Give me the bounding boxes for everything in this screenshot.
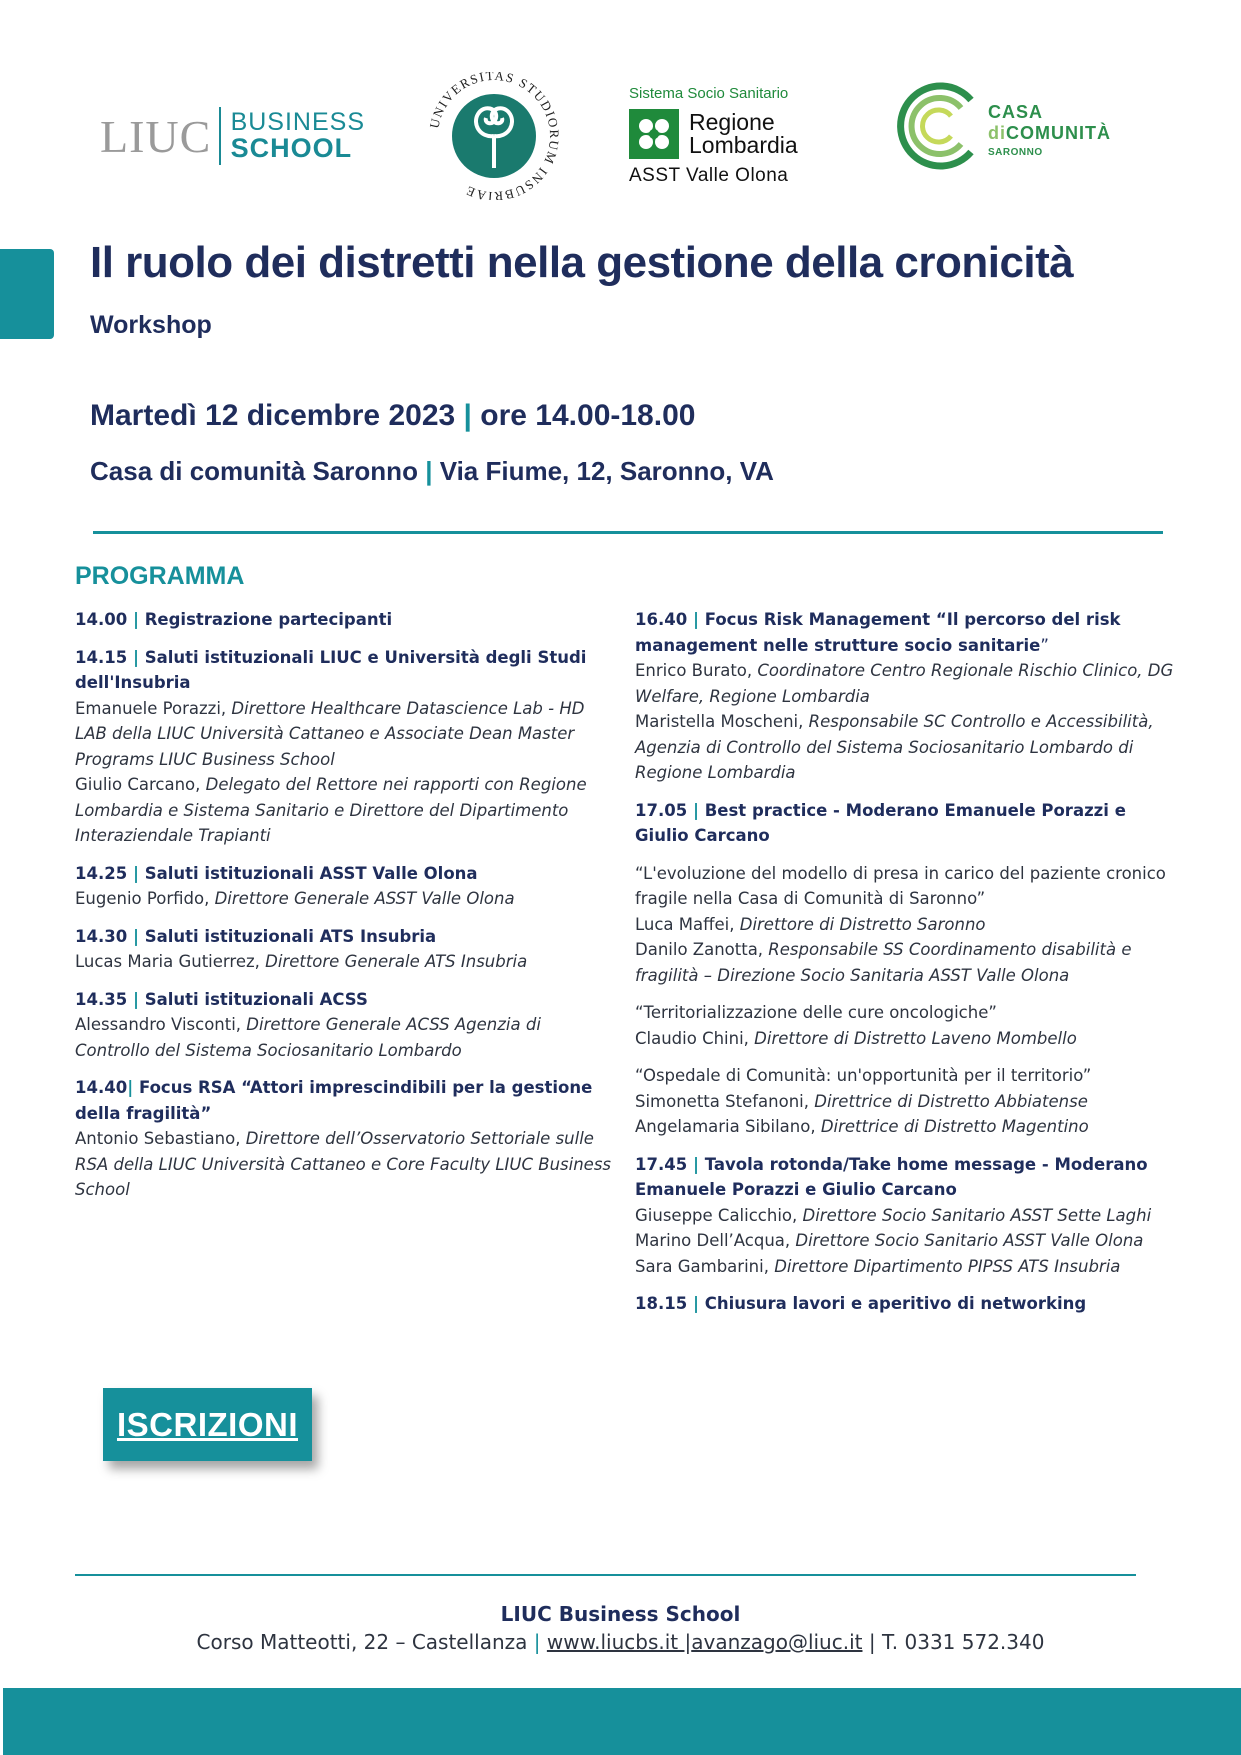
program-title: Focus Risk Management “Il percorso del risk management nelle strutture socio sanitarie [635, 610, 1121, 655]
speaker-role: Direttore Socio Sanitario ASST Valle Olona [795, 1231, 1144, 1250]
program-separator: | [127, 610, 145, 629]
speaker-role: Direttore di Distretto Saronno [739, 914, 986, 934]
program-left-column [75, 607, 615, 1215]
casa-logo-line3: SARONNO [988, 147, 1043, 158]
event-venue-line [90, 456, 774, 487]
speaker [635, 1254, 1175, 1280]
program-title: Saluti istituzionali LIUC e Università degli Studi dell'Insubria [75, 647, 587, 692]
program-time: 14.15 [75, 647, 128, 667]
footer-organization: LIUC Business School [500, 1602, 741, 1626]
program-separator: | [127, 989, 145, 1009]
casa-logo-line2 [988, 123, 1111, 144]
program-time: 16.40 [635, 610, 688, 629]
speaker-name: Enrico Burato, [635, 661, 758, 680]
page-title: Il ruolo dei distretti nella gestione della cronicità [90, 238, 1074, 287]
footer-contact-line [0, 1630, 1241, 1654]
talk-title: “Ospedale di Comunità: un'opportunità per il territorio” [635, 1066, 1092, 1085]
venue-separator: | [425, 456, 433, 486]
talk [635, 1000, 1175, 1051]
event-date: Martedì 12 dicembre 2023 [90, 399, 456, 432]
speaker-name: Sara Gambarini, [635, 1256, 775, 1276]
speaker-name: Lucas Maria Gutierrez, [75, 952, 266, 971]
speaker-name: Alessandro Visconti, [75, 1015, 247, 1034]
footer-email-link[interactable]: avanzago@liuc.it [691, 1630, 863, 1654]
liuc-logo-line1: BUSINESS [230, 108, 365, 136]
speaker [635, 1114, 1175, 1140]
program-title: Tavola rotonda/Take home message - Moderano Emanuele Porazzi e Giulio Carcano [635, 1154, 1148, 1199]
lombardia-logo-line2a: Regione [689, 109, 775, 135]
program-item-heading [75, 861, 615, 887]
program-time: 14.30 [75, 926, 128, 946]
speaker-role: Direttore Socio Sanitario ASST Sette Laghi [802, 1205, 1152, 1225]
event-venue: Casa di comunità Saronno [90, 456, 418, 486]
speaker-role: Responsabile SS Coordinamento disabilità e fragilità – Direzione Socio Sanitaria ASST Valle Olona [635, 940, 1132, 985]
liuc-logo-text [231, 110, 365, 162]
footer-divider [75, 1574, 1136, 1576]
program-item [75, 1075, 615, 1203]
liuc-business-school-logo [100, 105, 365, 167]
program-title: Registrazione partecipanti [144, 610, 393, 629]
program-separator: | [687, 1154, 705, 1174]
program-item-heading [75, 924, 615, 950]
casa-logo-di: di [988, 123, 1006, 143]
speaker [635, 709, 1175, 786]
speaker [635, 1203, 1175, 1229]
footer-separator: | [527, 1630, 547, 1654]
speaker [635, 1089, 1175, 1115]
program-item [635, 1152, 1175, 1280]
speaker [635, 1228, 1175, 1254]
speaker-role: Direttore Generale ATS Insubria [265, 952, 528, 971]
talk-title: “Territorializzazione delle cure oncologiche” [635, 1003, 997, 1022]
talk [635, 861, 1175, 989]
insubria-ring-text: UNIVERSITAS STUDIORUM INSUBRIAE [426, 72, 562, 200]
footer-phone: T. 0331 572.340 [881, 1630, 1045, 1654]
program-item [75, 645, 615, 849]
speaker [75, 949, 615, 975]
program-item [635, 798, 1175, 849]
header-divider [93, 531, 1163, 534]
speaker-role: Direttrice di Distretto Magentino [820, 1117, 1089, 1136]
program-item-heading [75, 645, 615, 696]
casa-logo-c-icon [893, 80, 985, 172]
speaker-name: Maristella Moscheni, [635, 712, 809, 731]
speaker-role: Direttrice di Distretto Abbiatense [814, 1091, 1088, 1111]
speaker [75, 772, 615, 849]
date-separator: | [463, 399, 472, 432]
program-item [75, 607, 615, 633]
program-separator: | [127, 926, 145, 946]
program-time: 17.05 [635, 800, 688, 820]
speaker [75, 1012, 615, 1063]
speaker-name: Antonio Sebastiano, [75, 1129, 246, 1148]
speaker-role: Direttore di Distretto Laveno Mombello [754, 1028, 1077, 1048]
program-title: Saluti istituzionali ACSS [144, 989, 368, 1009]
speaker-name: Danilo Zanotta, [635, 940, 769, 959]
casa-logo-comunita: COMUNITÀ [1006, 123, 1111, 143]
program-item-heading [75, 987, 615, 1013]
speaker-role: Direttore Healthcare Datascience Lab - HD LAB della LIUC Università Cattaneo e Associate Dean Master Programs LIUC Business School [75, 698, 585, 769]
program-time: 14.40 [75, 1078, 128, 1097]
program-title: Saluti istituzionali ATS Insubria [144, 926, 437, 946]
talk-title: “L'evoluzione del modello di presa in carico del paziente cronico fragile nella Casa di Comunità di Saronno” [635, 863, 1166, 908]
speaker-role: Responsabile SC Controllo e Accessibilità, Agenzia di Controllo del Sistema Sociosanitario Lombardo di Regione Lombardia [635, 712, 1154, 782]
casa-logo-line1: CASA [988, 102, 1044, 122]
lombardia-logo-line2b: Lombardia [689, 132, 798, 158]
speaker [75, 1126, 615, 1203]
event-time: ore 14.00-18.00 [480, 399, 696, 432]
footer-address: Corso Matteotti, 22 – Castellanza [196, 1630, 528, 1654]
speaker-name: Angelamaria Sibilano, [635, 1117, 821, 1136]
event-address: Via Fiume, 12, Saronno, VA [439, 456, 774, 486]
speaker-role: Direttore Dipartimento PIPSS ATS Insubria [774, 1256, 1121, 1276]
program-item-heading [75, 607, 615, 633]
program-title: Focus RSA “Attori imprescindibili per la gestione della fragilità” [75, 1078, 593, 1123]
program-item-heading [635, 1291, 1175, 1317]
program-title: Saluti istituzionali ASST Valle Olona [144, 863, 478, 883]
iscrizioni-button-label[interactable]: ISCRIZIONI [116, 1405, 298, 1443]
program-title: Chiusura lavori e aperitivo di networking [704, 1294, 1087, 1313]
program-item [75, 861, 615, 912]
program-item [635, 1291, 1175, 1317]
speaker-name: Simonetta Stefanoni, [635, 1091, 815, 1111]
program-item [635, 607, 1175, 786]
lombardia-rose-icon [629, 109, 679, 159]
program-item-heading [635, 607, 1175, 658]
program-item-heading [635, 1152, 1175, 1203]
liuc-logo-divider [219, 107, 220, 165]
program-heading: PROGRAMMA [75, 562, 245, 590]
speaker-name: Giuseppe Calicchio, [635, 1205, 803, 1225]
lombardia-logo-line1: Sistema Socio Sanitario [629, 85, 789, 102]
program-title: Best practice - Moderano Emanuele Porazzi e Giulio Carcano [635, 800, 1126, 845]
program-separator: | [127, 647, 145, 667]
iscrizioni-button[interactable] [103, 1388, 312, 1461]
program-item [75, 924, 615, 975]
insubria-university-seal [426, 72, 562, 200]
speaker-name: Giulio Carcano, [75, 775, 206, 794]
program-item [75, 987, 615, 1064]
regione-lombardia-logo [626, 85, 811, 185]
program-right-column [635, 607, 1175, 1329]
program-time: 18.15 [635, 1294, 688, 1313]
program-time: 17.45 [635, 1154, 688, 1174]
speaker [635, 912, 1175, 938]
program-item-heading [75, 1075, 615, 1126]
footer-separator: | [684, 1630, 692, 1654]
speaker-role: Delegato del Rettore nei rapporti con Regione Lombardia e Sistema Sanitario e Direttore del Dipartimento Interaziendale Trapianti [75, 775, 587, 845]
title-accent-tab [0, 249, 54, 339]
talk [635, 1063, 1175, 1140]
speaker-name: Eugenio Porfido, [75, 889, 215, 908]
footer-website-link[interactable]: www.liucbs.it [546, 1630, 685, 1654]
liuc-logo-line2: SCHOOL [230, 133, 353, 163]
lombardia-logo-line3: ASST Valle Olona [629, 165, 789, 186]
speaker-role: Coordinatore Centro Regionale Rischio Clinico, DG Welfare, Regione Lombardia [635, 661, 1174, 706]
insubria-seal-graphic [426, 72, 562, 200]
program-item-heading [635, 798, 1175, 849]
speaker-role: Direttore dell’Osservatorio Settoriale sulle RSA della LIUC Università Cattaneo e Core Faculty LIUC Business School [75, 1129, 612, 1199]
speaker-role: Direttore Generale ASST Valle Olona [214, 889, 515, 908]
speaker [635, 937, 1175, 988]
event-date-line [90, 399, 695, 433]
program-separator: | [127, 1078, 139, 1097]
speaker [75, 696, 615, 773]
speaker-name: Claudio Chini, [635, 1028, 755, 1048]
program-time: 14.35 [75, 989, 128, 1009]
speaker-role: Direttore Generale ACSS Agenzia di Controllo del Sistema Sociosanitario Lombardo [75, 1015, 541, 1060]
speaker [635, 1026, 1175, 1052]
program-title-end: ” [1040, 635, 1049, 655]
footer-band [3, 1688, 1241, 1755]
footer-separator: | [862, 1630, 882, 1654]
program-separator: | [127, 863, 145, 883]
casa-di-comunita-logo [893, 80, 1133, 175]
page-subtitle: Workshop [90, 311, 212, 339]
speaker-name: Marino Dell’Acqua, [635, 1231, 796, 1250]
program-time: 14.00 [75, 610, 128, 629]
speaker-name: Emanuele Porazzi, [75, 698, 232, 718]
program-separator: | [687, 610, 705, 629]
speaker [635, 658, 1175, 709]
liuc-logo-word: LIUC [100, 110, 212, 162]
program-time: 14.25 [75, 863, 128, 883]
speaker [75, 886, 615, 912]
speaker-name: Luca Maffei, [635, 914, 740, 934]
program-separator: | [687, 800, 705, 820]
lombardia-logo-name [689, 111, 798, 157]
program-separator: | [687, 1294, 705, 1313]
